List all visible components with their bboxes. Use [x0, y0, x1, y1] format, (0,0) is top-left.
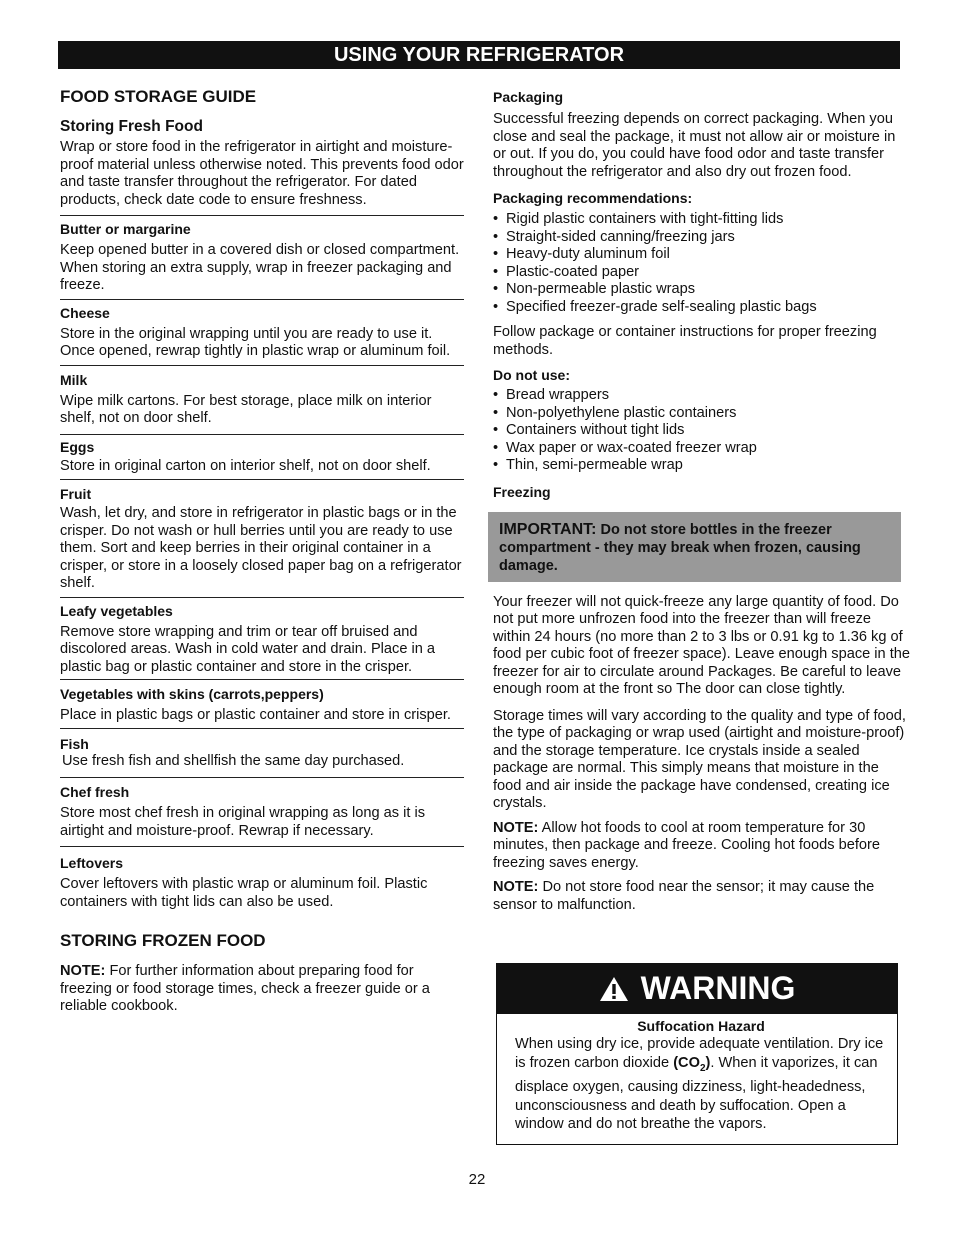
note-sensor — [493, 879, 911, 914]
note-label: NOTE: — [493, 819, 539, 836]
note-text: For further information about preparing food for freezing or food storage times, check a freezer guide or a reliable cookbook. — [60, 963, 430, 1014]
item-text: Store in the original wrapping until you are ready to use it. Once opened, rewrap tightly in plastic wrap or aluminum foil. — [60, 325, 451, 359]
item-leftovers — [60, 847, 464, 911]
freezer-capacity-text: Your freezer will not quick-freeze any large quantity of food. Do not put more unfrozen food into the freezer than will freeze within 24 hours (no more than 2 to 3 lbs or 0.91 kg to 1.36 kg of food per cubic foot of freezer space). Leave enough space in the freezer for air to circulate around Packages. Be careful to leave enough room at the front so The door can close tightly. — [493, 593, 911, 697]
list-item: • Wax paper or wax-coated freezer wrap — [493, 440, 911, 458]
warning-body — [497, 1014, 897, 1134]
packaging-text: Successful freezing depends on correct packaging. When you close and seal the package, it must not allow air or moisture in or out. If you do, you could have food odor and taste transfer throughout the refrigerator and also dry out frozen food. — [493, 111, 896, 180]
right-column — [493, 86, 911, 914]
important-label: IMPORTANT: — [499, 520, 597, 538]
co2-open: (CO — [673, 1054, 700, 1071]
do-not-use-list — [493, 387, 911, 475]
warning-box — [496, 963, 898, 1145]
frozen-note — [60, 963, 464, 1016]
note-text: Do not store food near the sensor; it may cause the sensor to malfunction. — [493, 879, 875, 913]
storing-fresh-food-subtitle: Storing Fresh Food — [60, 118, 203, 135]
item-text: Remove store wrapping and trim or tear off bruised and discolored areas. Wash in cold water and drain. Place in a plastic bag or plastic container and store in the crisper. — [60, 623, 436, 675]
co2-formula — [673, 1054, 711, 1074]
item-eggs — [60, 435, 464, 481]
intro-block — [60, 137, 464, 216]
do-not-use-heading: Do not use: — [493, 367, 570, 383]
item-vegetables-skins — [60, 680, 464, 729]
food-storage-guide-title: FOOD STORAGE GUIDE — [60, 87, 257, 106]
list-item: • Heavy-duty aluminum foil — [493, 246, 911, 264]
warning-text-part: When using dry ice, provide adequate ventilation. Dry ice is frozen carbon dioxide — [515, 1036, 884, 1071]
list-item: • Straight-sided canning/freezing jars — [493, 229, 911, 247]
item-text: Use fresh fish and shellfish the same day purchased. — [62, 752, 405, 769]
co2-subscript: 2 — [699, 1062, 706, 1074]
recommendations-heading: Packaging recommendations: — [493, 190, 693, 206]
section-banner: USING YOUR REFRIGERATOR — [58, 41, 900, 69]
item-text: Cover leftovers with plastic wrap or aluminum foil. Plastic containers with tight lids can also be used. — [60, 876, 428, 910]
storage-times-text: Storage times will vary according to the quality and type of food, the type of packaging or wrap used (airtight and moisture-proof) and the storage temperature. Ice crystals inside a sealed package are normal. This simply means that moisture in the food and air inside the package have condensed, creating ice crystals. — [493, 707, 906, 811]
list-item: • Rigid plastic containers with tight-fitting lids — [493, 211, 911, 229]
list-item: • Non-polyethylene plastic containers — [493, 405, 911, 423]
item-heading: Butter or margarine — [60, 221, 191, 237]
warning-text-part: . When it vaporizes, it can displace oxygen, causing dizziness, light-headedness, unconsciousness and death by suffocation. Open a window and do not breathe the vapors. — [515, 1054, 878, 1133]
list-item: • Bread wrappers — [493, 387, 911, 405]
item-heading: Fruit — [60, 486, 92, 502]
co2-close: ) — [705, 1054, 711, 1071]
item-heading: Chef fresh — [60, 784, 130, 800]
item-heading: Eggs — [60, 438, 95, 455]
note-label: NOTE: — [60, 963, 106, 979]
note-text: Allow hot foods to cool at room temperature for 30 minutes, then package and freeze. Cooling hot foods before freezing saves energy. — [493, 819, 880, 871]
item-heading: Fish — [60, 735, 89, 752]
warning-title: WARNING — [640, 970, 796, 1007]
warning-text — [515, 1035, 887, 1134]
important-callout — [488, 512, 901, 582]
item-fruit — [60, 480, 464, 598]
item-text: Store in original carton on interior shelf, not on door shelf. — [60, 457, 431, 474]
item-heading: Leftovers — [60, 855, 124, 871]
freezing-heading: Freezing — [493, 483, 551, 500]
item-text: Wipe milk cartons. For best storage, place milk on interior shelf, not on door shelf. — [60, 392, 432, 426]
item-heading: Cheese — [60, 304, 110, 321]
item-leafy — [60, 598, 464, 681]
left-column — [60, 86, 464, 1016]
follow-instructions-text: Follow package or container instructions for proper freezing methods. — [493, 324, 877, 358]
item-heading: Milk — [60, 371, 88, 388]
recommendations-list — [493, 211, 911, 316]
list-item: • Non-permeable plastic wraps — [493, 281, 911, 299]
item-cheese — [60, 300, 464, 366]
warning-header — [497, 964, 897, 1014]
warning-hazard-heading: Suffocation Hazard — [637, 1018, 765, 1034]
item-text: Wash, let dry, and store in refrigerator in plastic bags or in the crisper. Do not wash or hull berries until you are ready to use them. Sort and keep berries in their original container in a crisper, or store in a loosely closed paper bag on a refrigerator shelf. — [60, 505, 462, 591]
item-text: Keep opened butter in a covered dish or closed compartment. When storing an extra supply, wrap in freezer packaging and freeze. — [60, 242, 460, 293]
item-heading: Leafy vegetables — [60, 602, 173, 619]
page-number: 22 — [468, 1171, 486, 1188]
note-label: NOTE: — [493, 879, 539, 895]
item-fish — [60, 729, 464, 779]
important-text: Do not store bottles in the freezer compartment - they may break when frozen, causing damage. — [499, 521, 861, 574]
item-text: Store most chef fresh in original wrapping as long as it is airtight and moisture-proof. Rewrap if necessary. — [60, 805, 426, 839]
item-heading: Vegetables with skins (carrots,peppers) — [60, 686, 324, 702]
list-item: • Containers without tight lids — [493, 422, 911, 440]
item-butter — [60, 216, 464, 300]
item-text: Place in plastic bags or plastic container and store in crisper. — [60, 707, 451, 723]
packaging-heading: Packaging — [493, 89, 564, 105]
warning-triangle-icon — [599, 976, 629, 1002]
storing-frozen-food-title: STORING FROZEN FOOD — [60, 931, 266, 950]
item-chef-fresh — [60, 778, 464, 847]
note-hot-foods — [493, 820, 911, 873]
list-item: • Plastic-coated paper — [493, 264, 911, 282]
item-milk — [60, 366, 464, 435]
intro-text: Wrap or store food in the refrigerator in airtight and moisture-proof material unless otherwise noted. This prevents food odor and taste transfer throughout the refrigerator. For dated products, check date code to ensure freshness. — [60, 139, 464, 208]
list-item: • Specified freezer-grade self-sealing plastic bags — [493, 299, 911, 317]
list-item: • Thin, semi-permeable wrap — [493, 457, 911, 475]
